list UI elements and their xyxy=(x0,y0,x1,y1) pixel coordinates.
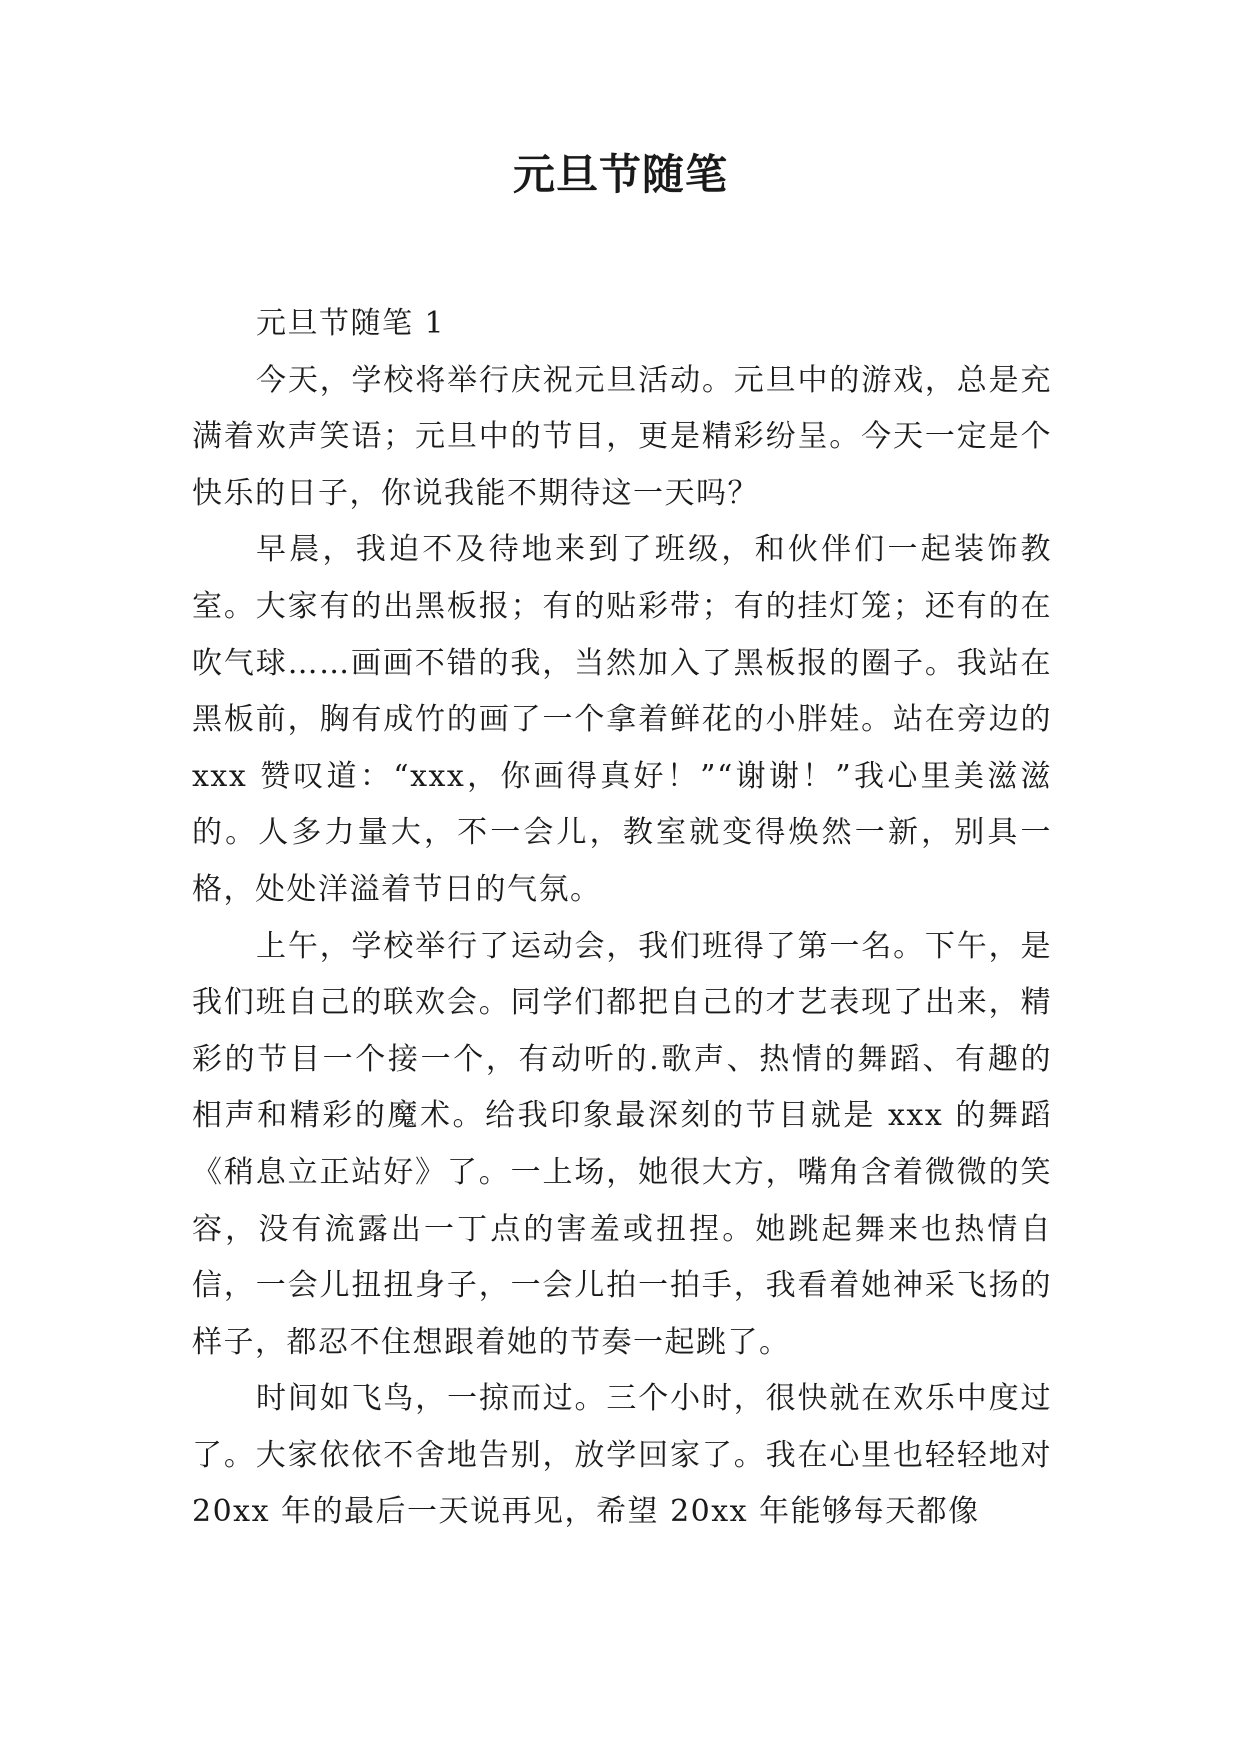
paragraph-3: 上午，学校举行了运动会，我们班得了第一名。下午，是我们班自己的联欢会。同学们都把自己的才艺表现了出来，精彩的节目一个接一个，有动听的.歌声、热情的舞蹈、有趣的相声和精彩的魔术。给我印象最深刻的节目就是 xxx 的舞蹈《稍息立正站好》了。一上场，她很大方，嘴角含着微微的笑容，没有流露出一丁点的害羞或扭捏。她跳起舞来也热情自信，一会儿扭扭身子，一会儿拍一拍手，我看着她神采飞扬的样子，都忍不住想跟着她的节奏一起跳了。 xyxy=(192,928,1052,1360)
document-body xyxy=(192,296,1052,1541)
section-heading: 元旦节随笔 1 xyxy=(256,306,446,341)
paragraph-1: 今天，学校将举行庆祝元旦活动。元旦中的游戏，总是充满着欢声笑语；元旦中的节目，更是精彩纷呈。今天一定是个快乐的日子，你说我能不期待这一天吗？ xyxy=(192,362,1052,511)
document-title: 元旦节随笔 xyxy=(512,150,728,199)
paragraph-2: 早晨，我迫不及待地来到了班级，和伙伴们一起装饰教室。大家有的出黑板报；有的贴彩带；有的挂灯笼；还有的在吹气球……画画不错的我，当然加入了黑板报的圈子。我站在黑板前，胸有成竹的画了一个拿着鲜花的小胖娃。站在旁边的 xxx 赞叹道：“xxx，你画得真好！”“谢谢！”我心里美滋滋的。人多力量大，不一会儿，教室就变得焕然一新，别具一格，处处洋溢着节日的气氛。 xyxy=(192,532,1052,907)
paragraph-4: 时间如飞鸟，一掠而过。三个小时，很快就在欢乐中度过了。大家依依不舍地告别，放学回家了。我在心里也轻轻地对 20xx 年的最后一天说再见，希望 20xx 年能够每天都像 xyxy=(192,1381,1052,1530)
